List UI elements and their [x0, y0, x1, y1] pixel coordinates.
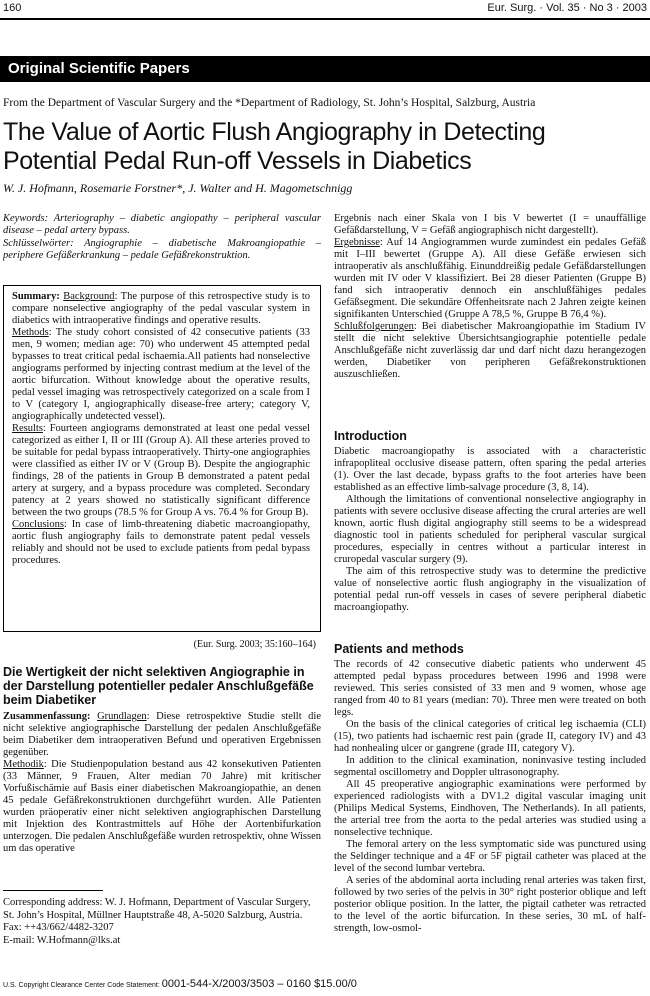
- summary-results: [12, 423, 310, 519]
- ergebnisse-label: Ergebnisse: [334, 237, 380, 248]
- methods-paragraph: The femoral artery on the less symptomatic side was punctured using the Seldinger technique and a 4F or 5F pigtail catheter was placed at the level of the second lumbar vertebra.: [334, 839, 646, 874]
- authors: W. J. Hofmann, Rosemarie Forstner*, J. Walter and H. Magometschnigg: [3, 181, 353, 195]
- german-continuation: Ergebnis nach einer Skala von I bis V bewertet (I = unauffällige Gefäßdarstellung, V = Gefäß angiographisch nicht dargestellt).: [334, 213, 646, 236]
- page-number: 160: [3, 2, 22, 14]
- header-rule: [0, 18, 650, 20]
- summary-box: [3, 285, 321, 632]
- correspondence: [3, 897, 321, 947]
- introduction-paragraph: Although the limitations of conventional nonselective angiography in patients with severe occlusive disease affecting the crural arteries are well known, aortic flush digital angiography still seems to be a widespread diagnostic tool in patients scheduled for peripheral vascular surgical procedures, especially in centres without a particular interest in cruropedal vascular surgery (9).: [334, 494, 646, 565]
- results-label: Results: [12, 423, 43, 434]
- grundlagen-label: Grundlagen: [97, 711, 147, 722]
- copyright-label: U.S. Copyright Clearance Center Code Statement:: [3, 982, 160, 989]
- correspondence-address: Corresponding address: W. J. Hofmann, Department of Vascular Surgery, St. John’s Hospital, Müllner Hauptstraße 48, A-5020 Salzburg, Austria.: [3, 897, 311, 921]
- background-label: Background: [63, 291, 115, 302]
- methods-paragraph: All 45 preoperative angiographic examinations were performed by experienced radiologists with a DV1.2 digital vascular imaging unit (Philips Medical Systems, Eindhoven, The Netherlands). In all patients, the arterial tree from the aorta to the pedal arteries was studied using a nonselective technique.: [334, 779, 646, 838]
- introduction-paragraph: Diabetic macroangiopathy is associated with a characteristic infrapopliteal occlusive disease pattern, often sparing the pedal arteries (1). Over the last decade, bypass grafts to the foot arteries have been established as an effective limb-salvage procedure (3, 8, 14).: [334, 446, 646, 493]
- copyright-statement: [3, 978, 357, 990]
- footnote-rule: [3, 890, 103, 891]
- copyright-code: 0001-544-X/2003/3503 – 0160 $15.00/0: [161, 978, 357, 990]
- introduction-body: [334, 446, 646, 614]
- schlussfolgerungen-text: : Bei diabetischer Makroangiopathie im Stadium IV stellt die nicht selektive Übersichtsangiographie potentielle pedale Anschlußgefäße nicht zuverlässig dar und darf nicht dazu herangezogen werden, Diabetiker von peripheren Gefäßrekonstruktionen auszuschließen.: [334, 321, 646, 380]
- methods-paragraph: The records of 42 consecutive diabetic patients who underwent 45 attempted pedal bypass procedures between 1996 and 1998 were reviewed. This series consisted of 33 men and 9 women, whose age ranged from 40 to 81 years (median: 70). Three men were treated on both legs.: [334, 659, 646, 718]
- german-title: Die Wertigkeit der nicht selektiven Angiographie in der Darstellung potentieller pedaler Anschlußgefäße beim Diabetiker: [3, 665, 314, 707]
- results-text: : Fourteen angiograms demonstrated at least one pedal vessel categorized as either I, II or III (Group A). All these arteries proved to be suitable for pedal bypass intraoperatively. Thirty-one angiographies were classified as either IV or V (Group B). Despite the angiographic findings, 28 of the patients in Group B demonstrated a patent pedal artery at surgery, and a bypass procedure was completed. Secondary patency at 2 years showed no statistically significant difference between the two groups (78.5 % for Group A vs. 76.4 % for Group B).: [12, 423, 310, 518]
- conclusions-text: : In case of limb-threatening diabetic macroangiopathy, aortic flush angiography fails to demonstrate patent pedal vessels reliably and should not be used to exclude patients from pedal bypass procedures.: [12, 519, 310, 566]
- journal-citation: Eur. Surg. · Vol. 35 · No 3 · 2003: [487, 2, 647, 14]
- introduction-heading: Introduction: [334, 429, 407, 443]
- conclusions-label: Conclusions: [12, 519, 64, 530]
- ergebnisse-text: : Auf 14 Angiogrammen wurde zumindest ein pedales Gefäß mit I–III bewertet (Gruppe A). All diese Gefäße erwiesen sich intraoperativ als anschlußfähig. Einunddreißig pedale Gefäßdarstellungen wurden mit IV oder V klassifiziert. Bei 28 dieser Patienten (Gruppe B) fand sich intraoperativ dennoch ein anschlußfähiges pedales Gefäßsegment. Die sekundäre Offenheitsrate nach 2 Jahren zeigte keinen signifikanten Unterschied (Gruppe A 78,5 %, Gruppe B 76,4 %).: [334, 237, 646, 320]
- methodik-text: : Die Studienpopulation bestand aus 42 konsekutiven Patienten (33 Männer, 9 Frauen, Alter median 70 Jahre) mit kritischer Vorfußischämie auf Basis einer diabetischen Makroangiopathie, an denen 45 pedale Gefäßrekonstruktionen durchgeführt wurden. Alle Patienten wurden präoperativ einer nicht selektiven angiographischen Darstellung mit Injektion des Kontrastmittels auf Höhe der Aortenbifurkation unterzogen. Die pedalen Anschlußgefäße wurden retrospektiv, ohne Wissen um das operative: [3, 759, 321, 854]
- summary-background: [12, 291, 310, 327]
- background-text: : The purpose of this retrospective study is to compare nonselective angiography of the pedal vascular system in diabetics with intraoperative findings and operative results.: [12, 291, 311, 326]
- keywords: Keywords: Arteriography – diabetic angiopathy – peripheral vascular disease – pedal artery bypass.: [3, 213, 321, 236]
- german-summary-continued: [334, 213, 646, 381]
- grundlagen-text: : Diese retrospektive Studie stellt die nicht selektive angiographische Darstellung der pedalen Anschlußgefäße beim Diabetiker dem intraoperativen Befund und operativen Ergebnissen gegenüber.: [3, 711, 321, 758]
- correspondence-email: E-mail: W.Hofmann@lks.at: [3, 934, 121, 946]
- introduction-paragraph: The aim of this retrospective study was to determine the predictive value of nonselective aortic flush angiography in the visualization of potential pedal run-off vessels in cases of severe peripheral diabetic macroangiopathy.: [334, 566, 646, 613]
- section-banner: Original Scientific Papers: [0, 56, 650, 82]
- paper-title: The Value of Aortic Flush Angiography in Detecting Potential Pedal Run-off Vessels in Diabetics: [3, 118, 546, 175]
- methods-label: Methods: [12, 327, 49, 338]
- citation: (Eur. Surg. 2003; 35:160–164): [193, 639, 316, 650]
- department-affiliation: From the Department of Vascular Surgery and the *Department of Radiology, St. John’s Hospital, Salzburg, Austria: [3, 97, 536, 109]
- correspondence-fax: Fax: ++43/662/4482-3207: [3, 922, 114, 933]
- summary-methods: [12, 327, 310, 423]
- patients-methods-body: [334, 659, 646, 935]
- zusammenfassung-label: Zusammenfassung:: [3, 711, 91, 722]
- methodik-label: Methodik: [3, 759, 44, 770]
- methods-paragraph: In addition to the clinical examination, noninvasive testing included segmental oscillometry and Doppler ultrasonography.: [334, 755, 646, 778]
- methods-paragraph: On the basis of the clinical categories of critical leg ischaemia (CLI) (15), two patients had ischaemic rest pain (grade II, category IV) and 43 had nonhealing ulcer or gangrene (grade III, category V).: [334, 719, 646, 754]
- methods-paragraph: A series of the abdominal aorta including renal arteries was taken first, followed by two series of the pelvis in 30° right posterior oblique and left posterior oblique position. In the latter, the pigtail catheter was retracted to the level of the aortic bifurcation. In these series, 30 mL of half-strength, low-osmol-: [334, 875, 646, 934]
- summary-label: Summary:: [12, 291, 60, 302]
- methods-text: : The study cohort consisted of 42 consecutive patients (33 men, 9 women; median age: 70) who underwent 45 attempted pedal bypasses to treat critical pedal ischaemia.All patients had nonselective angiograms performed by injecting contrast medium at the level of the aortic bifurcation. Without knowledge about the operative results, pedal vessel imaging was retrospectively categorized on a scale from I to V (category I, angiographically disease-free artery; category V, angiographically undetected vessel).: [12, 327, 310, 422]
- german-summary: [3, 711, 321, 855]
- patients-methods-heading: Patients and methods: [334, 642, 464, 656]
- schluesselwoerter: Schlüsselwörter: Angiographie – diabetische Makroangiopathie – periphere Gefäßerkrankung – pedale Gefäßrekonstruktion.: [3, 238, 321, 261]
- schlussfolgerungen-label: Schlußfolgerungen: [334, 321, 414, 332]
- summary-conclusions: [12, 519, 310, 567]
